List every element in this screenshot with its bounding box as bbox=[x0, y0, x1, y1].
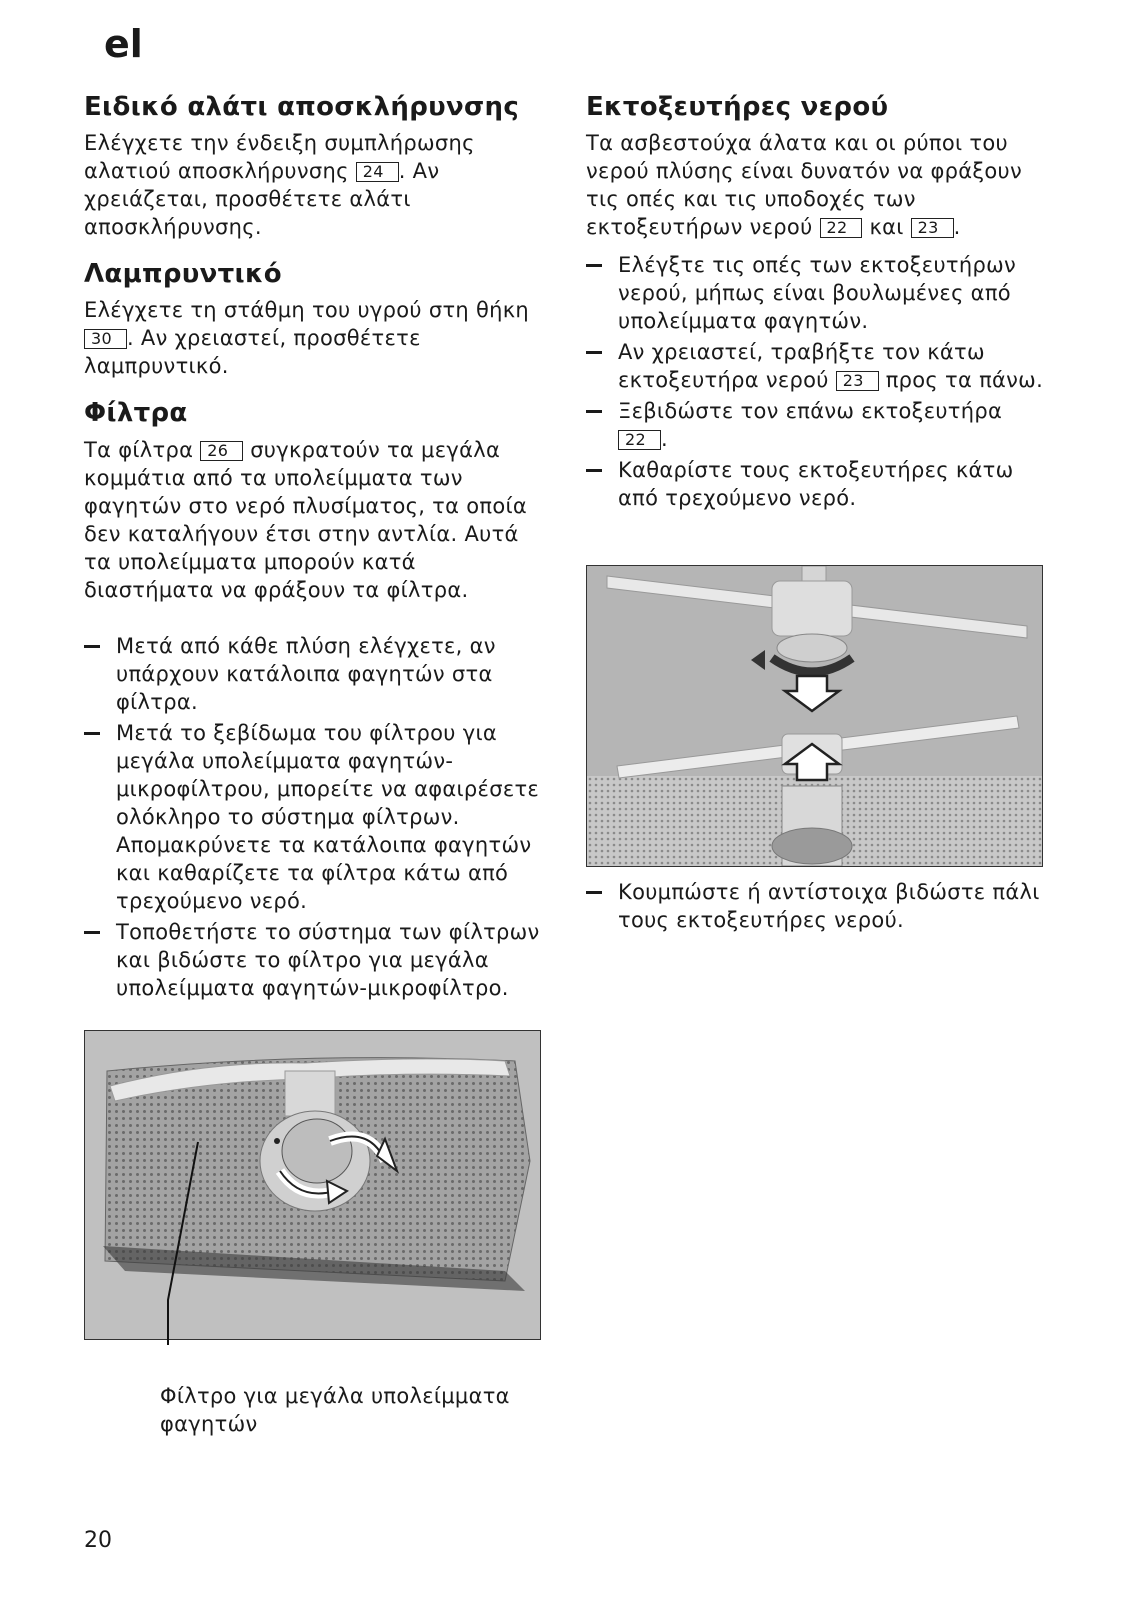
spray-arms-illustration bbox=[586, 565, 1043, 867]
filter-caption: Φίλτρο για μεγάλα υπολείμματα φαγητών bbox=[160, 1384, 510, 1436]
language-code: el bbox=[104, 22, 143, 66]
spray-arms-drawing bbox=[587, 566, 1042, 866]
heading-spray-arms: Εκτοξευτήρες νερού bbox=[586, 92, 889, 122]
ref-box: 30 bbox=[84, 329, 127, 349]
heading-salt: Ειδικό αλάτι αποσκλήρυνσης bbox=[84, 92, 520, 122]
paragraph-rinse-aid: Ελέγχετε τη στάθμη του υγρού στη θήκη 30 . Αν χρειαστεί, προσθέτετε λαμπρυντικό. bbox=[84, 298, 530, 379]
list-item: Μετά το ξεβίδωμα του φίλτρου για μεγάλα υπολείμματα φαγητών-μικροφίλτρου, μπορείτε να αφαιρέσετε ολόκληρο το σύστημα φίλτρων. Απομακρύνετε τα κατάλοιπα φαγητών και καθαρίζετε τα φίλτρα κάτω από τρεχούμενο νερό. bbox=[84, 719, 544, 915]
ref-box: 23 bbox=[836, 371, 879, 391]
ref-box: 24 bbox=[356, 162, 399, 182]
ref-box: 26 bbox=[200, 441, 243, 461]
spray-arm-steps-list bbox=[586, 251, 1046, 512]
list-item: Ξεβιδώστε τον επάνω εκτοξευτήρα 22 . bbox=[586, 397, 1046, 453]
ref-box: 23 bbox=[911, 218, 954, 238]
list-item: Ελέγξτε τις οπές των εκτοξευτήρων νερού, μήπως είναι βουλωμένες από υπολείμματα φαγητών. bbox=[586, 251, 1046, 335]
paragraph-filters: Τα φίλτρα 26 συγκρατούν τα μεγάλα κομμάτια από τα υπολείμματα των φαγητών στο νερό πλυσίματος, τα οποία δεν καταλήγουν έτσι στην αντλία. Αυτά τα υπολείμματα μπορούν κατά διαστήματα να φράξουν τα φίλτρα. bbox=[84, 437, 528, 602]
callout-line bbox=[150, 1140, 210, 1350]
list-item: Αν χρειαστεί, τραβήξτε τον κάτω εκτοξευτήρα νερού 23 προς τα πάνω. bbox=[586, 338, 1046, 394]
filter-steps-list bbox=[84, 632, 544, 1002]
heading-rinse-aid: Λαμπρυντικό bbox=[84, 259, 282, 290]
paragraph-spray-arms: Τα ασβεστούχα άλατα και οι ρύποι του νερού πλύσης είναι δυνατόν να φράξουν τις οπές και τις υποδοχές των εκτοξευτήρων νερού 22 και 23 . bbox=[586, 131, 1023, 240]
right-column bbox=[586, 92, 1046, 515]
list-item: Τοποθετήστε το σύστημα των φίλτρων και βιδώστε το φίλτρο για μεγάλα υπολείμματα φαγητών-μικροφίλτρο. bbox=[84, 918, 544, 1002]
ref-box: 22 bbox=[618, 430, 661, 450]
list-item: Καθαρίστε τους εκτοξευτήρες κάτω από τρεχούμενο νερό. bbox=[586, 456, 1046, 512]
spray-arm-final-step bbox=[586, 878, 1046, 937]
left-column bbox=[84, 92, 544, 1005]
ref-box: 22 bbox=[820, 218, 863, 238]
page-number: 20 bbox=[84, 1528, 112, 1553]
list-item: Μετά από κάθε πλύση ελέγχετε, αν υπάρχουν κατάλοιπα φαγητών στα φίλτρα. bbox=[84, 632, 544, 716]
heading-filters: Φίλτρα bbox=[84, 398, 188, 429]
list-item: Κουμπώστε ή αντίστοιχα βιδώστε πάλι τους εκτοξευτήρες νερού. bbox=[586, 878, 1046, 934]
paragraph-salt: Ελέγχετε την ένδειξη συμπλήρωσης αλατιού αποσκλήρυνσης 24 . Αν χρειάζεται, προσθέτετε αλάτι αποσκλήρυνσης. bbox=[84, 131, 475, 240]
